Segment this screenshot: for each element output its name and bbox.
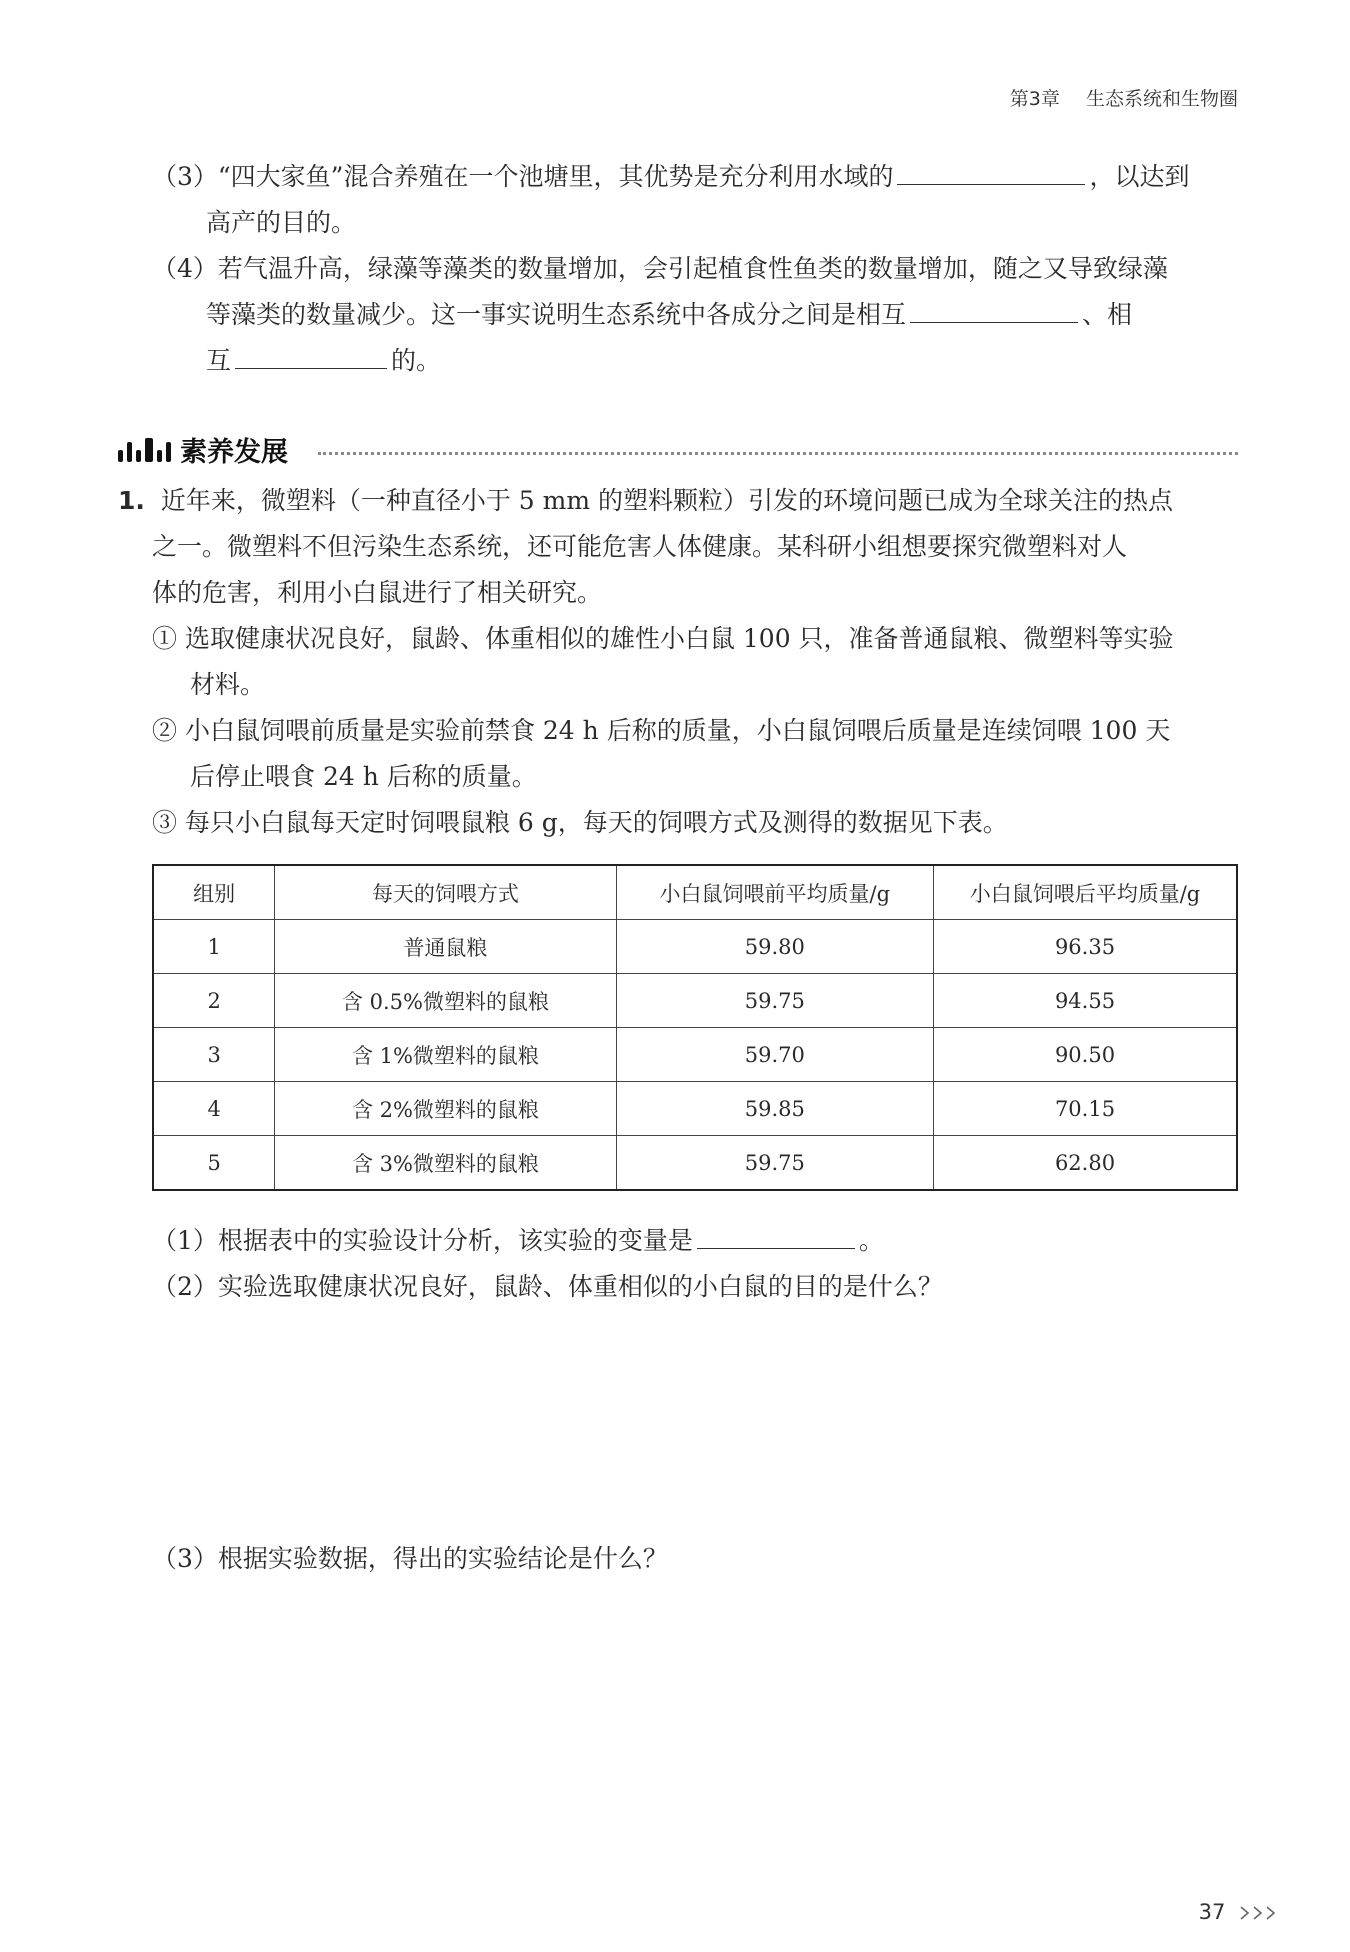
table-cell: 96.35 [934, 920, 1237, 974]
problem-1-line-3: 体的危害，利用小白鼠进行了相关研究。 [152, 578, 603, 607]
subquestion-1-text: （1）根据表中的实验设计分析，该实验的变量是 [152, 1226, 693, 1255]
chapter-number: 第3章 [1009, 88, 1060, 110]
subquestion-1 [152, 1218, 884, 1264]
dotted-divider [318, 452, 1238, 455]
table-cell: 59.75 [616, 974, 933, 1028]
table-row [153, 920, 1237, 974]
problem-1-line-1 [118, 478, 1173, 524]
step-2-line-1: ② 小白鼠饲喂前质量是实验前禁食 24 h 后称的质量，小白鼠饲喂后质量是连续饲喂 100 天 [152, 716, 1171, 745]
table-header: 小白鼠饲喂后平均质量/g [934, 865, 1237, 920]
page-header [1010, 84, 1238, 111]
step-3: ③ 每只小白鼠每天定时饲喂鼠粮 6 g，每天的饲喂方式及测得的数据见下表。 [152, 808, 1008, 837]
question-3-line-2: 高产的目的。 [206, 208, 357, 237]
table-header-row [153, 865, 1237, 920]
answer-blank[interactable] [897, 154, 1085, 185]
question-4-line-1: （4）若气温升高，绿藻等藻类的数量增加，会引起植食性鱼类的数量增加，随之又导致绿藻 [152, 254, 1168, 283]
answer-blank[interactable] [697, 1218, 855, 1249]
table-header: 小白鼠饲喂前平均质量/g [616, 865, 933, 920]
question-4-line-3 [206, 338, 441, 384]
table-cell: 59.75 [616, 1136, 933, 1191]
table-cell: 3 [153, 1028, 275, 1082]
answer-area-2[interactable] [152, 1316, 1238, 1524]
table-row [153, 1082, 1237, 1136]
question-3-text-end: ，以达到 [1089, 162, 1190, 191]
table-cell: 5 [153, 1136, 275, 1191]
problem-1-line-2: 之一。微塑料不但污染生态系统，还可能危害人体健康。某科研小组想要探究微塑料对人 [152, 532, 1128, 561]
page-number: 37 [1198, 1900, 1226, 1924]
data-table [152, 864, 1238, 1191]
section-title: 素养发展 [180, 437, 288, 468]
step-1-line-1: ① 选取健康状况良好，鼠龄、体重相似的雄性小白鼠 100 只，准备普通鼠粮、微塑料等实验 [152, 624, 1174, 653]
table-cell: 62.80 [934, 1136, 1237, 1191]
subquestion-1-end: 。 [858, 1226, 884, 1255]
table-cell: 94.55 [934, 974, 1237, 1028]
problem-number: 1. [118, 486, 145, 515]
table-row [153, 1136, 1237, 1191]
step-1-line-2: 材料。 [190, 670, 266, 699]
table-cell: 含 3%微塑料的鼠粮 [275, 1136, 616, 1191]
step-2-line-2: 后停止喂食 24 h 后称的质量。 [190, 762, 537, 791]
table-row [153, 1028, 1237, 1082]
table-cell: 70.15 [934, 1082, 1237, 1136]
table-cell: 普通鼠粮 [275, 920, 616, 974]
table-cell: 59.70 [616, 1028, 933, 1082]
table-cell: 2 [153, 974, 275, 1028]
table-cell: 59.85 [616, 1082, 933, 1136]
table-row [153, 974, 1237, 1028]
table-header: 每天的饲喂方式 [275, 865, 616, 920]
page-footer [1199, 1900, 1280, 1924]
chapter-title: 生态系统和生物圈 [1085, 88, 1238, 110]
table-cell: 90.50 [934, 1028, 1237, 1082]
question-4-text-end: 、相 [1082, 300, 1133, 329]
question-3-line-1 [152, 154, 1190, 200]
answer-blank[interactable] [235, 338, 387, 369]
table-cell: 含 1%微塑料的鼠粮 [275, 1028, 616, 1082]
sound-bars-icon [118, 438, 176, 462]
question-4-text: 互 [206, 346, 232, 375]
table-cell: 59.80 [616, 920, 933, 974]
section-header [118, 430, 1238, 470]
table-cell: 含 2%微塑料的鼠粮 [275, 1082, 616, 1136]
subquestion-3: （3）根据实验数据，得出的实验结论是什么？ [152, 1544, 668, 1573]
question-4-text-end: 的。 [391, 346, 442, 375]
question-3-text: （3）“四大家鱼”混合养殖在一个池塘里，其优势是充分利用水域的 [152, 162, 894, 191]
chevrons-right-icon [1238, 1904, 1280, 1922]
answer-area-3[interactable] [152, 1590, 1238, 1870]
problem-1-text: 近年来，微塑料（一种直径小于 5 mm 的塑料颗粒）引发的环境问题已成为全球关注的热点 [160, 486, 1174, 515]
question-4-text: 等藻类的数量减少。这一事实说明生态系统中各成分之间是相互 [206, 300, 907, 329]
table-header: 组别 [153, 865, 275, 920]
question-4-line-2 [206, 292, 1132, 338]
table-cell: 1 [153, 920, 275, 974]
answer-blank[interactable] [910, 292, 1078, 323]
subquestion-2: （2）实验选取健康状况良好，鼠龄、体重相似的小白鼠的目的是什么？ [152, 1272, 943, 1301]
table-cell: 4 [153, 1082, 275, 1136]
table-cell: 含 0.5%微塑料的鼠粮 [275, 974, 616, 1028]
